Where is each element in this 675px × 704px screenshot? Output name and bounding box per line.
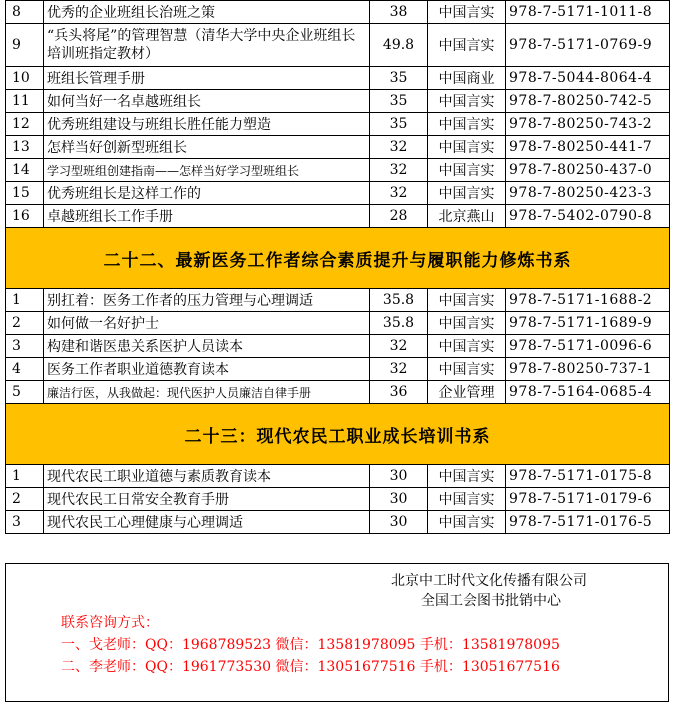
cell-price: 32 <box>370 182 428 205</box>
cell-publisher: 中国言实 <box>428 136 506 159</box>
cell-number: 15 <box>6 182 44 205</box>
cell-number: 10 <box>6 67 44 90</box>
cell-title: 学习型班组创建指南——怎样当好学习型班组长 <box>44 159 370 182</box>
section-header: 二十三：现代农民工职业成长培训书系 <box>6 404 670 465</box>
cell-isbn: 978-7-5171-0175-8 <box>506 465 670 488</box>
cell-title: “兵头将尾”的管理智慧（清华大学中央企业班组长培训班指定教材） <box>44 24 370 67</box>
section-header-row <box>6 404 670 465</box>
cell-number: 3 <box>6 335 44 358</box>
cell-price: 35 <box>370 90 428 113</box>
cell-number: 2 <box>6 488 44 511</box>
cell-number: 3 <box>6 511 44 534</box>
cell-title: 现代农民工日常安全教育手册 <box>44 488 370 511</box>
cell-publisher: 北京燕山 <box>428 205 506 228</box>
cell-title: 卓越班组长工作手册 <box>44 205 370 228</box>
cell-price: 36 <box>370 381 428 404</box>
cell-isbn: 978-7-5171-0769-9 <box>506 24 670 67</box>
cell-isbn: 978-7-5402-0790-8 <box>506 205 670 228</box>
section-header-row <box>6 228 670 289</box>
cell-publisher: 中国言实 <box>428 289 506 312</box>
contact-line-2: 二、李老师：QQ：1961773530 微信：13051677516 手机：13051677516 <box>61 659 560 675</box>
table-row <box>6 511 670 534</box>
cell-number: 4 <box>6 358 44 381</box>
cell-price: 32 <box>370 335 428 358</box>
cell-number: 16 <box>6 205 44 228</box>
cell-number: 11 <box>6 90 44 113</box>
cell-isbn: 978-7-5171-1688-2 <box>506 289 670 312</box>
table-row <box>6 488 670 511</box>
cell-publisher: 中国言实 <box>428 159 506 182</box>
table-row <box>6 381 670 404</box>
cell-title: 怎样当好创新型班组长 <box>44 136 370 159</box>
cell-title: 班组长管理手册 <box>44 67 370 90</box>
cell-price: 30 <box>370 488 428 511</box>
cell-number: 1 <box>6 289 44 312</box>
cell-isbn: 978-7-5164-0685-4 <box>506 381 670 404</box>
book-table-body <box>6 1 670 534</box>
cell-isbn: 978-7-5171-1011-8 <box>506 1 670 24</box>
cell-number: 2 <box>6 312 44 335</box>
cell-isbn: 978-7-80250-437-0 <box>506 159 670 182</box>
cell-price: 30 <box>370 465 428 488</box>
cell-price: 32 <box>370 159 428 182</box>
cell-price: 35 <box>370 67 428 90</box>
table-row <box>6 358 670 381</box>
cell-number: 9 <box>6 24 44 67</box>
cell-number: 1 <box>6 465 44 488</box>
cell-number: 8 <box>6 1 44 24</box>
cell-title: 现代农民工心理健康与心理调适 <box>44 511 370 534</box>
cell-price: 38 <box>370 1 428 24</box>
table-row <box>6 1 670 24</box>
cell-publisher: 中国言实 <box>428 335 506 358</box>
cell-isbn: 978-7-80250-742-5 <box>506 90 670 113</box>
table-row <box>6 67 670 90</box>
cell-title: 构建和谐医患关系医护人员读本 <box>44 335 370 358</box>
cell-publisher: 中国言实 <box>428 358 506 381</box>
cell-publisher: 中国言实 <box>428 465 506 488</box>
table-row <box>6 312 670 335</box>
cell-isbn: 978-7-5171-0096-6 <box>506 335 670 358</box>
table-row <box>6 24 670 67</box>
table-row <box>6 113 670 136</box>
cell-publisher: 中国言实 <box>428 511 506 534</box>
table-row <box>6 205 670 228</box>
cell-title: 现代农民工职业道德与素质教育读本 <box>44 465 370 488</box>
cell-isbn: 978-7-80250-441-7 <box>506 136 670 159</box>
table-row <box>6 159 670 182</box>
table-row <box>6 90 670 113</box>
table-row <box>6 465 670 488</box>
cell-title: 廉洁行医，从我做起：现代医护人员廉洁自律手册 <box>44 381 370 404</box>
cell-isbn: 978-7-5171-0179-6 <box>506 488 670 511</box>
cell-title: 别扛着：医务工作者的压力管理与心理调适 <box>44 289 370 312</box>
cell-isbn: 978-7-5044-8064-4 <box>506 67 670 90</box>
cell-isbn: 978-7-80250-423-3 <box>506 182 670 205</box>
cell-title: 医务工作者职业道德教育读本 <box>44 358 370 381</box>
cell-title: 优秀的企业班组长治班之策 <box>44 1 370 24</box>
cell-price: 32 <box>370 358 428 381</box>
org-name: 北京中工时代文化传播有限公司 <box>391 573 587 589</box>
cell-publisher: 中国商业 <box>428 67 506 90</box>
cell-number: 12 <box>6 113 44 136</box>
cell-number: 5 <box>6 381 44 404</box>
cell-price: 35.8 <box>370 289 428 312</box>
cell-title: 优秀班组建设与班组长胜任能力塑造 <box>44 113 370 136</box>
table-row <box>6 335 670 358</box>
cell-price: 49.8 <box>370 24 428 67</box>
contact-box <box>5 563 669 702</box>
cell-price: 28 <box>370 205 428 228</box>
cell-title: 如何当好一名卓越班组长 <box>44 90 370 113</box>
cell-publisher: 中国言实 <box>428 182 506 205</box>
cell-price: 32 <box>370 136 428 159</box>
cell-publisher: 中国言实 <box>428 113 506 136</box>
cell-publisher: 中国言实 <box>428 488 506 511</box>
cell-publisher: 中国言实 <box>428 1 506 24</box>
table-row <box>6 182 670 205</box>
org-center: 全国工会图书批销中心 <box>421 593 561 609</box>
contact-line-1: 一、戈老师：QQ：1968789523 微信：13581978095 手机：13581978095 <box>61 637 560 653</box>
table-row <box>6 289 670 312</box>
cell-isbn: 978-7-5171-0176-5 <box>506 511 670 534</box>
book-table <box>5 0 670 534</box>
contact-heading: 联系咨询方式： <box>61 615 159 631</box>
cell-isbn: 978-7-80250-737-1 <box>506 358 670 381</box>
cell-publisher: 中国言实 <box>428 90 506 113</box>
cell-price: 35.8 <box>370 312 428 335</box>
cell-publisher: 企业管理 <box>428 381 506 404</box>
cell-isbn: 978-7-80250-743-2 <box>506 113 670 136</box>
table-row <box>6 136 670 159</box>
cell-number: 13 <box>6 136 44 159</box>
section-header: 二十二、最新医务工作者综合素质提升与履职能力修炼书系 <box>6 228 670 289</box>
cell-number: 14 <box>6 159 44 182</box>
cell-price: 35 <box>370 113 428 136</box>
cell-publisher: 中国言实 <box>428 24 506 67</box>
cell-price: 30 <box>370 511 428 534</box>
cell-publisher: 中国言实 <box>428 312 506 335</box>
cell-title: 优秀班组长是这样工作的 <box>44 182 370 205</box>
cell-isbn: 978-7-5171-1689-9 <box>506 312 670 335</box>
cell-title: 如何做一名好护士 <box>44 312 370 335</box>
